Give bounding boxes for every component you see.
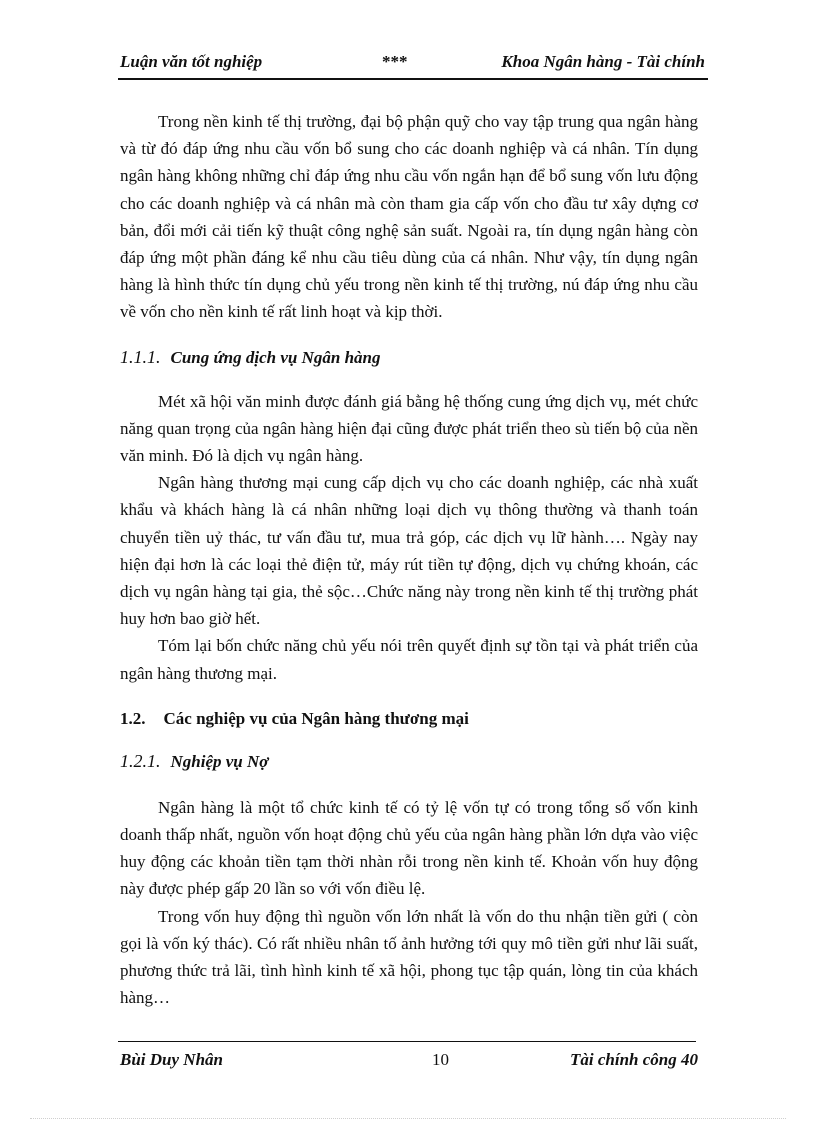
heading-title: Các nghiệp vụ của Ngân hàng thương mại <box>163 708 469 728</box>
paragraph-deposits: Trong vốn huy động thì nguồn vốn lớn nhất là vốn do thu nhận tiền gửi ( còn gọi là vốn ký thác). Có rất nhiều nhân tố ảnh hưởng tới quy mô tiền gửi như lãi suất, phương thức trả lãi, tình hình kinh tế xã hội, phong tục tập quán, lòng tin của khách hàng… <box>120 906 698 1008</box>
paragraph-services-intro: Mét xã hội văn minh được đánh giá bằng hệ thống cung ứng dịch vụ, mét chức năng quan trọng của ngân hàng hiện đại cũng được phát triển theo sù tiến bộ của nền văn minh. Đó là dịch vụ ngân hàng. <box>120 391 698 466</box>
heading-number: 1.2. <box>120 708 146 728</box>
footer-author: Bùi Duy Nhân <box>120 1050 223 1069</box>
paragraph-services-list: Ngân hàng thương mại cung cấp dịch vụ cho các doanh nghiệp, các nhà xuất khẩu và khách hàng là cá nhân những loại dịch vụ thông thường và thanh toán chuyển tiền uỷ thác, tư vấn đầu tư, mua trả góp, các dịch vụ lữ hành…. Ngày nay hiện đại hơn là các loại thẻ điện tử, máy rút tiền tự động, dịch vụ chứng khoán, các dịch vụ ngân hàng tại gia, thẻ sộc…Chức năng này trong nền kinh tế thị trường phát huy hơn bao giờ hết. <box>120 473 698 629</box>
page-header <box>120 52 705 76</box>
heading-title: Cung ứng dịch vụ Ngân hàng <box>170 347 381 367</box>
heading-number: 1.1.1. <box>120 346 161 367</box>
header-thesis-label: Luận văn tốt nghiệp <box>120 52 263 71</box>
header-separator: *** <box>382 52 408 71</box>
heading-number: 1.2.1. <box>120 750 161 771</box>
heading-title: Nghiệp vụ Nợ <box>170 751 269 771</box>
heading-1-1-1 <box>120 345 698 370</box>
heading-1-2 <box>120 707 698 731</box>
paragraph-summary: Tóm lại bốn chức năng chủ yếu nói trên quyết định sự tồn tại và phát triển của ngân hàng thương mại. <box>120 636 698 683</box>
heading-1-2-1 <box>120 749 698 774</box>
paragraph-credit: Trong nền kinh tế thị trường, đại bộ phận quỹ cho vay tập trung qua ngân hàng và từ đó đáp ứng nhu cầu vốn bổ sung cho các doanh nghiệp và cá nhân. Tín dụng ngân hàng không những chỉ đáp ứng nhu cầu vốn ngắn hạn để bổ sung vốn lưu động cho các doanh nghiệp và cá nhân mà còn tham gia cấp vốn cho đầu tư xây dựng cơ bản, đổi mới cải tiến kỹ thuật công nghệ sản suất. Ngoài ra, tín dụng ngân hàng còn đáp ứng một phần đáng kể nhu cầu tiêu dùng của cá nhân. Như vậy, tín dụng ngân hàng là hình thức tín dụng chủ yếu trong nền kinh tế thị trường, nú đáp ứng nhu cầu về vốn cho nền kinh tế rất linh hoạt và kịp thời. <box>120 112 698 322</box>
page-edge-dotted-line <box>30 1118 786 1119</box>
header-faculty-label: Khoa Ngân hàng - Tài chính <box>501 52 705 71</box>
page-footer <box>120 1050 698 1072</box>
header-rule <box>118 78 708 80</box>
page-number: 10 <box>432 1050 449 1069</box>
document-body <box>120 108 698 1011</box>
footer-class: Tài chính công 40 <box>570 1050 698 1069</box>
footer-rule <box>118 1041 696 1042</box>
paragraph-liabilities: Ngân hàng là một tổ chức kinh tế có tỷ lệ vốn tự có trong tổng số vốn kinh doanh thấp nhất, nguồn vốn hoạt động chủ yếu của ngân hàng phần lớn dựa vào việc huy động các khoản tiền tạm thời nhàn rỗi trong nền kinh tế. Khoản vốn huy động này được phép gấp 20 lần so với vốn điều lệ. <box>120 797 698 899</box>
